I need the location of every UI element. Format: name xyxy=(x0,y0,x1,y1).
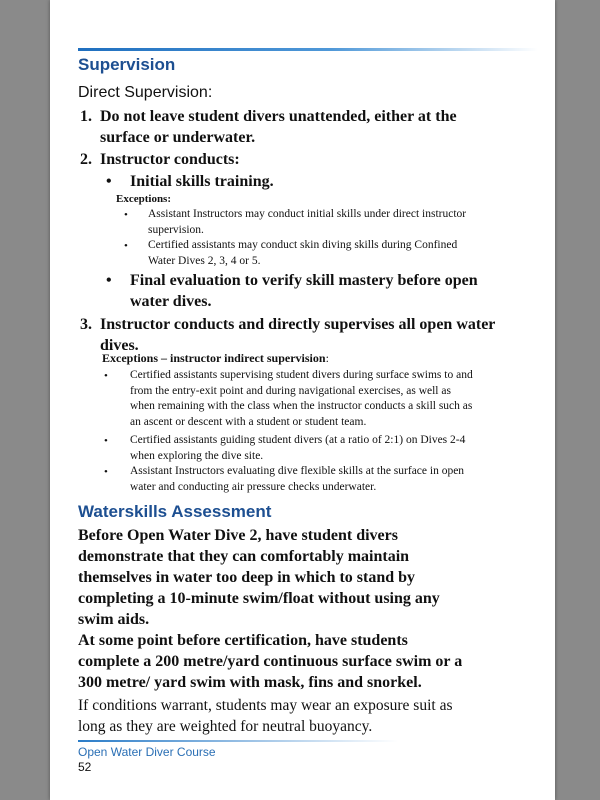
exceptions-label: Exceptions: xyxy=(116,193,171,205)
direct-supervision-subheading: Direct Supervision: xyxy=(78,84,213,101)
bullet-dot: • xyxy=(124,240,128,252)
document-page xyxy=(50,0,555,800)
waterskills-heading: Waterskills Assessment xyxy=(78,502,272,521)
indirect-exception-3: Assistant Instructors evaluating dive flexible skills at the surface in open water and conducting air pressure checks underwater. xyxy=(130,465,465,493)
item-2-number: 2. xyxy=(80,151,92,168)
waterskills-paragraph-3: If conditions warrant, students may wear an exposure suit as long as they are weighted for neutral buoyancy. xyxy=(78,697,453,735)
bullet-dot: • xyxy=(104,370,108,382)
footer-divider xyxy=(78,740,398,742)
bullet-dot: • xyxy=(104,435,108,447)
exception-1: Assistant Instructors may conduct initial skills under direct instructor supervision. xyxy=(148,208,467,236)
exception-2: Certified assistants may conduct skin diving skills during Confined Water Dives 2, 3, 4 or 5. xyxy=(148,239,458,267)
bullet-dot: • xyxy=(104,466,108,478)
item-2-text: Instructor conducts: xyxy=(100,151,240,168)
top-divider xyxy=(78,48,538,51)
bullet-dot: • xyxy=(124,209,128,221)
bullet-dot: • xyxy=(106,173,112,190)
item-1-number: 1. xyxy=(80,108,92,125)
item-3-number: 3. xyxy=(80,316,92,333)
indirect-exception-1: Certified assistants supervising student divers during surface swims to and from the entry-exit point and during navigational exercises, as well as when remaining with the class when the instructor conducts a skill such as an ascent or descent with a student or student team. xyxy=(130,369,473,428)
indirect-exception-2: Certified assistants guiding student divers (at a ratio of 2:1) on Dives 2-4 when exploring the dive site. xyxy=(130,434,466,462)
indirect-exceptions-label: Exceptions – instructor indirect supervision: xyxy=(102,351,329,365)
waterskills-paragraph-2: At some point before certification, have students complete a 200 metre/yard continuous surface swim or a 300 metre/ yard swim with mask, fins and snorkel. xyxy=(78,632,463,691)
supervision-heading: Supervision xyxy=(78,55,176,74)
page-number: 52 xyxy=(78,760,92,774)
waterskills-paragraph-1: Before Open Water Dive 2, have student divers demonstrate that they can comfortably maintain themselves in water too deep in which to stand by completing a 10-minute swim/float without using any swim aids. xyxy=(78,527,440,628)
bullet-dot: • xyxy=(106,272,112,289)
item-3-text: Instructor conducts and directly supervises all open water dives. xyxy=(100,316,496,354)
item-1-text: Do not leave student divers unattended, either at the surface or underwater. xyxy=(100,108,457,146)
item-2-bullet-1: Initial skills training. xyxy=(130,173,274,190)
footer-course-title: Open Water Diver Course xyxy=(78,745,216,759)
item-2-bullet-2: Final evaluation to verify skill mastery before open water dives. xyxy=(130,272,478,310)
